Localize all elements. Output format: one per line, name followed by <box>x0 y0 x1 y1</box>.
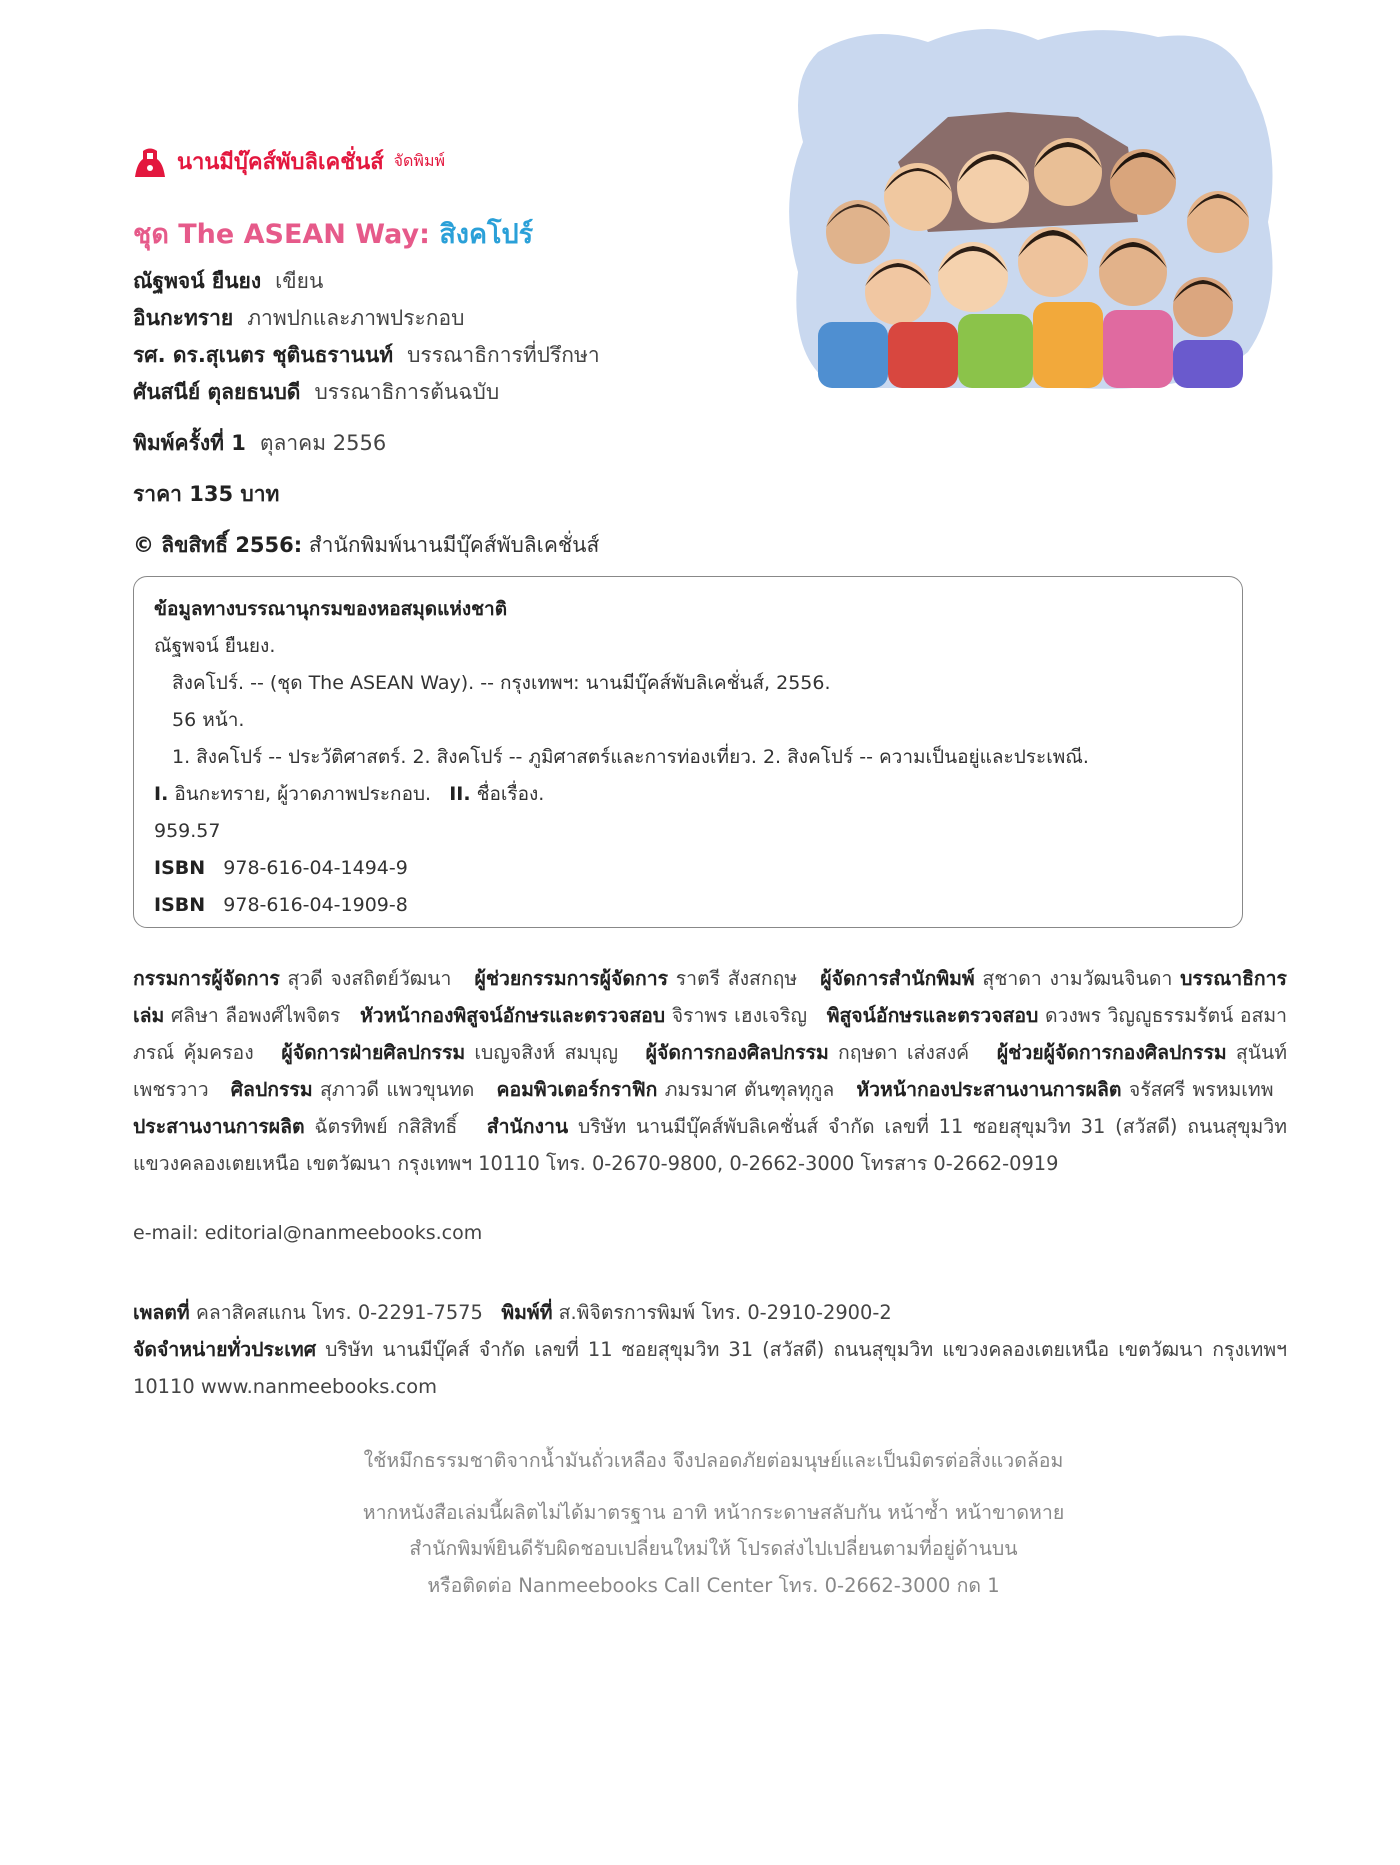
credit-role: เขียน <box>275 269 324 293</box>
staff-title: หัวหน้ากองประสานงานการผลิต <box>856 1078 1122 1101</box>
credit-author <box>133 265 323 298</box>
staff-title: ผู้จัดการสำนักพิมพ์ <box>820 967 975 990</box>
credit-name: อินกะทราย <box>133 306 234 330</box>
staff-names: ดวงพร วิญญูธรรมรัตน์ อสมาภรณ์ คุ้มครอง <box>133 1004 1288 1064</box>
cip-box <box>133 576 1243 928</box>
credit-editor <box>133 376 499 409</box>
credit-name: ศันสนีย์ ตุลยธนบดี <box>133 380 301 404</box>
cip-subjects: 1. สิงคโปร์ -- ประวัติศาสตร์. 2. สิงคโปร์ -- ภูมิศาสตร์และการท่องเที่ยว. 2. สิงคโปร์ -- ความเป็นอยู่และประเพณี. <box>172 746 1089 768</box>
defect-note-3: หรือติดต่อ Nanmeebooks Call Center โทร. 0-2662-3000 กด 1 <box>427 1574 1000 1597</box>
price: ราคา 135 บาท <box>133 482 280 506</box>
cip-class-number: 959.57 <box>154 820 221 842</box>
staff-title: กรรมการผู้จัดการ <box>133 967 280 990</box>
staff-names: สุชาดา งามวัฒนจินดา <box>982 967 1173 990</box>
staff-title: หัวหน้ากองพิสูจน์อักษรและตรวจสอบ <box>360 1004 666 1027</box>
credit-illustrator <box>133 302 464 335</box>
credit-name: ณัฐพจน์ ยืนยง <box>133 269 262 293</box>
staff-title: ประสานงานการผลิต <box>133 1115 305 1138</box>
staff-names: ศลิษา ลือพงศ์ไพจิตร <box>170 1004 341 1027</box>
isbn-value: 978-616-04-1909-8 <box>223 894 408 916</box>
publisher-line <box>133 144 445 179</box>
staff-title: ศิลปกรรม <box>230 1078 313 1101</box>
cip-author: ณัฐพจน์ ยืนยง. <box>154 635 276 657</box>
credit-role: ภาพปกและภาพประกอบ <box>247 306 465 330</box>
ink-note: ใช้หมึกธรรมชาติจากน้ำมันถั่วเหลือง จึงปลอดภัยต่อมนุษย์และเป็นมิตรต่อสิ่งแวดล้อม <box>363 1449 1064 1472</box>
isbn-value: 978-616-04-1494-9 <box>223 857 408 879</box>
staff-names: จรัสศรี พรหมเทพ <box>1128 1078 1274 1101</box>
isbn-label: ISBN <box>154 894 206 916</box>
staff-title: พิสูจน์อักษรและตรวจสอบ <box>826 1004 1039 1027</box>
cip-heading: ข้อมูลทางบรรณานุกรมของหอสมุดแห่งชาติ <box>154 598 508 620</box>
staff-names: เบญจสิงห์ สมบุญ <box>474 1041 618 1064</box>
staff-names: จิราพร เฮงเจริญ <box>671 1004 807 1027</box>
cip-roman-2: II. <box>449 783 471 805</box>
staff-names: สุภาวดี แพวขุนทด <box>319 1078 475 1101</box>
staff-title: คอมพิวเตอร์กราฟิก <box>496 1078 658 1101</box>
children-illustration <box>778 22 1286 394</box>
staff-names: ภมรมาศ ตันฑุลทุกูล <box>664 1078 835 1101</box>
defect-note-2: สำนักพิมพ์ยินดีรับผิดชอบเปลี่ยนใหม่ให้ โปรดส่งไปเปลี่ยนตามที่อยู่ด้านบน <box>409 1537 1018 1560</box>
credit-role: บรรณาธิการที่ปรึกษา <box>407 343 600 367</box>
series-prefix: ชุด The ASEAN Way: <box>133 219 430 250</box>
publisher-logo-icon <box>133 145 167 179</box>
production-text: ส.พิจิตรการพิมพ์ โทร. 0-2910-2900-2 <box>558 1301 892 1324</box>
edition-date: ตุลาคม 2556 <box>259 431 387 455</box>
cip-isbn-2 <box>154 887 1224 924</box>
staff-names: สุนันท์ เพชรวาว <box>133 1041 1288 1101</box>
series-title <box>133 212 533 255</box>
staff-title: ผู้จัดการกองศิลปกรรม <box>645 1041 829 1064</box>
publisher-name: นานมีบุ๊คส์พับลิเคชั่นส์ <box>177 150 384 175</box>
isbn-label: ISBN <box>154 857 206 879</box>
cip-pages: 56 หน้า. <box>172 709 245 731</box>
staff-title: ผู้จัดการฝ่ายศิลปกรรม <box>281 1041 466 1064</box>
staff-title: ผู้ช่วยกรรมการผู้จัดการ <box>474 967 669 990</box>
credit-advisor <box>133 339 600 372</box>
copyright-holder: สำนักพิมพ์นานมีบุ๊คส์พับลิเคชั่นส์ <box>308 533 600 557</box>
staff-names: ราตรี สังสกฤษ <box>675 967 798 990</box>
defect-note-1: หากหนังสือเล่มนี้ผลิตไม่ได้มาตรฐาน อาทิ หน้ากระดาษสลับกัน หน้าซ้ำ หน้าขาดหาย <box>362 1501 1065 1524</box>
staff-names: บริษัท นานมีบุ๊คส์พับลิเคชั่นส์ จำกัด เลขที่ 11 ซอยสุขุมวิท 31 (สวัสดี) ถนนสุขุมวิท แขวงคลองเตยเหนือ เขตวัฒนา กรุงเทพฯ 10110 โทร. 0-2670-9800, 0-2662-3000 โทรสาร 0-2662-0919 <box>133 1115 1288 1175</box>
cip-isbn-1 <box>154 850 1224 887</box>
production-credits <box>133 1294 1287 1405</box>
staff-title: สำนักงาน <box>486 1115 569 1138</box>
staff-title: บรรณาธิการเล่ม <box>133 967 1287 1027</box>
production-title: เพลตที่ <box>133 1301 190 1324</box>
production-text: บริษัท นานมีบุ๊คส์ จำกัด เลขที่ 11 ซอยสุขุมวิท 31 (สวัสดี) ถนนสุขุมวิท แขวงคลองเตยเหนือ เขตวัฒนา กรุงเทพฯ 10110 www.nanmeebooks.com <box>133 1338 1288 1398</box>
price-line <box>133 478 279 511</box>
copyright-label: © ลิขสิทธิ์ 2556: <box>133 533 303 557</box>
staff-names: ฉัตรทิพย์ กสิสิทธิ์ <box>314 1115 458 1138</box>
production-text: คลาสิคสแกน โทร. 0-2291-7575 <box>195 1301 483 1324</box>
credit-name: รศ. ดร.สุเนตร ชุตินธรานนท์ <box>133 343 394 367</box>
credit-role: บรรณาธิการต้นฉบับ <box>314 380 500 404</box>
staff-names: กฤษดา เส่งสงค์ <box>837 1041 970 1064</box>
staff-credits <box>133 960 1287 1182</box>
series-country: สิงคโปร์ <box>439 219 534 250</box>
edition-label: พิมพ์ครั้งที่ 1 <box>133 431 246 455</box>
cip-added-2: ชื่อเรื่อง. <box>476 783 545 805</box>
publisher-role: จัดพิมพ์ <box>393 151 446 170</box>
cip-roman-1: I. <box>154 783 169 805</box>
production-title: จัดจำหน่ายทั่วประเทศ <box>133 1338 317 1361</box>
cip-added-1: อินกะทราย, ผู้วาดภาพประกอบ. <box>174 783 432 805</box>
cip-added-entries <box>154 776 1224 813</box>
copyright-line <box>133 529 599 562</box>
staff-names: สุวดี จงสถิตย์วัฒนา <box>287 967 452 990</box>
production-title: พิมพ์ที่ <box>501 1301 553 1324</box>
edition-line <box>133 427 386 460</box>
email-line: e-mail: editorial@nanmeebooks.com <box>133 1222 483 1244</box>
cip-title-line: สิงคโปร์. -- (ชุด The ASEAN Way). -- กรุงเทพฯ: นานมีบุ๊คส์พับลิเคชั่นส์, 2556. <box>172 672 831 694</box>
staff-title: ผู้ช่วยผู้จัดการกองศิลปกรรม <box>996 1041 1227 1064</box>
